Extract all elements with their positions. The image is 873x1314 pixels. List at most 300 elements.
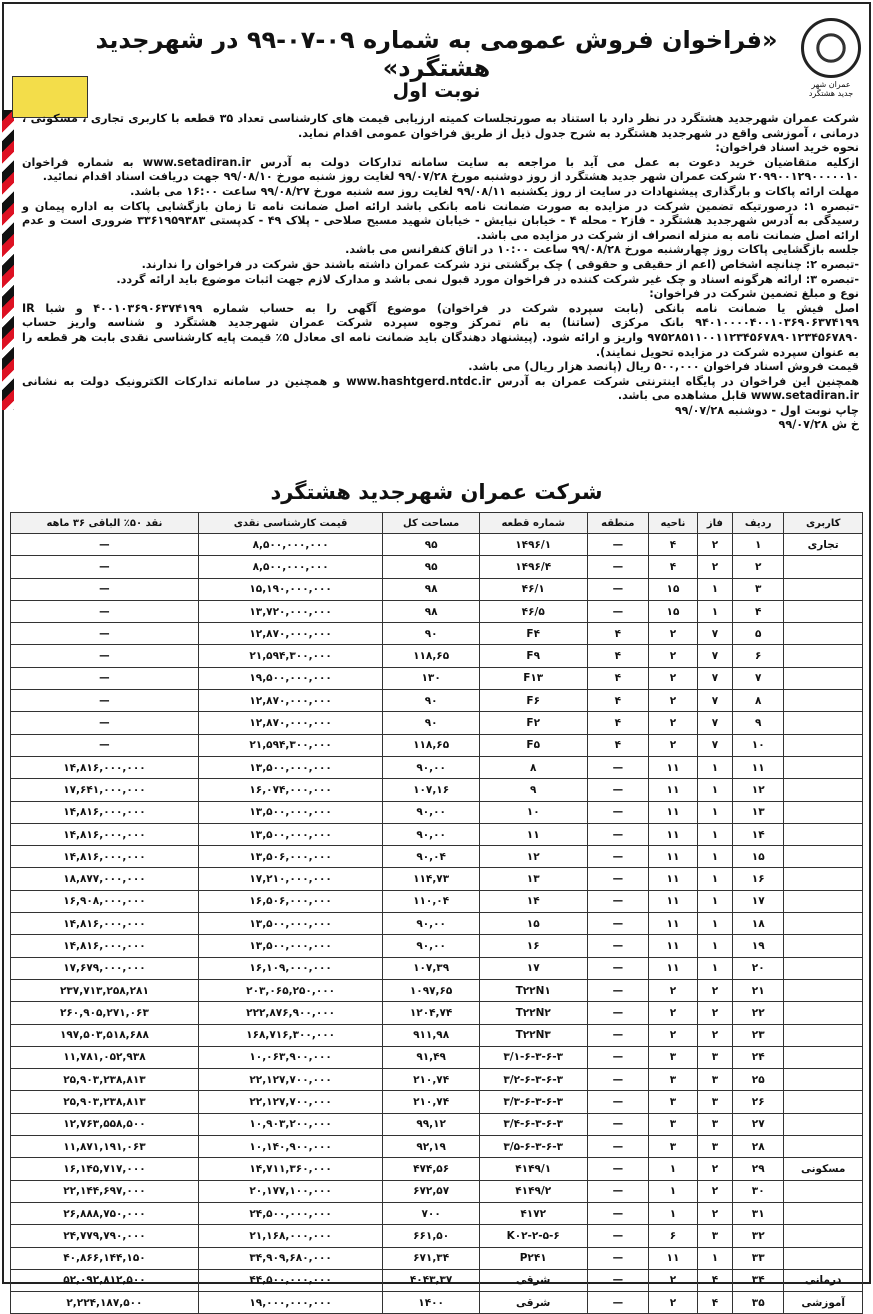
table-cell [784,1046,863,1068]
table-cell: — [587,756,649,778]
table-cell: ۱۱۸,۶۵ [383,645,480,667]
table-cell [784,690,863,712]
table-cell: ۱۴,۸۱۶,۰۰۰,۰۰۰ [11,913,199,935]
table-cell: ۳ [649,1046,698,1068]
table-cell: ۱۱,۸۷۱,۱۹۱,۰۶۳ [11,1136,199,1158]
table-cell: ۷ [697,645,732,667]
table-cell: ۲ [697,534,732,556]
table-cell: ۲۱۰,۷۴ [383,1069,480,1091]
table-cell: — [587,600,649,622]
table-cell [784,979,863,1001]
column-header: قیمت کارشناسی نقدی [198,513,383,534]
table-cell: — [11,623,199,645]
table-cell: ۳ [649,1091,698,1113]
table-cell: ۴ [587,623,649,645]
body-line: نحوه خرید اسناد فراخوان: [715,141,859,155]
body-line: -تبصره ۲: چنانچه اشخاص (اعم از حقیقی و حقوقی ) چک برگشتی نزد شرکت عمران داشته باشند حق شرکت در فراخوان را ندارند. [141,257,859,271]
table-cell: ۲ [649,1024,698,1046]
table-cell: — [587,1225,649,1247]
table-cell: ۱۳,۷۲۰,۰۰۰,۰۰۰ [198,600,383,622]
ad-subtitle: نوبت اول [392,80,481,102]
table-cell: ۱۹۷,۵۰۳,۵۱۸,۶۸۸ [11,1024,199,1046]
table-row [11,979,863,1001]
table-cell [784,1202,863,1224]
table-cell: ۴۴,۵۰۰,۰۰۰,۰۰۰ [198,1269,383,1291]
table-cell: ۹۰,۰۰ [383,756,480,778]
table-cell: ۱ [697,801,732,823]
table-cell: K۰۲-۲-۵-۶ [479,1225,587,1247]
table-cell: ۴ [587,645,649,667]
table-cell: ۱۹,۰۰۰,۰۰۰,۰۰۰ [198,1292,383,1314]
table-cell: ۴۶/۵ [479,600,587,622]
table-cell: ۳۴,۹۰۹,۶۸۰,۰۰۰ [198,1247,383,1269]
table-cell: ۱۴,۸۱۶,۰۰۰,۰۰۰ [11,846,199,868]
table-cell: ۴۰۴۳,۳۷ [383,1269,480,1291]
table-cell: — [587,846,649,868]
table-cell: ۲۲,۱۲۷,۷۰۰,۰۰۰ [198,1091,383,1113]
table-cell: ۱۶۸,۷۱۶,۳۰۰,۰۰۰ [198,1024,383,1046]
table-cell: ۸,۵۰۰,۰۰۰,۰۰۰ [198,534,383,556]
table-cell: ۱۴,۷۱۱,۳۶۰,۰۰۰ [198,1158,383,1180]
table-cell: ۹۱۱,۹۸ [383,1024,480,1046]
body-line: خ ش ۹۹/۰۷/۲۸ [778,418,859,432]
table-cell: ۲ [697,979,732,1001]
table-cell: ۱۴ [479,890,587,912]
table-cell: ۴۱۴۹/۱ [479,1158,587,1180]
table-cell: ۳ [697,1113,732,1135]
table-row [11,1247,863,1269]
table-cell: ۱۳,۵۰۰,۰۰۰,۰۰۰ [198,801,383,823]
table-cell [784,801,863,823]
table-cell: ۵۲,۰۹۲,۸۱۲,۵۰۰ [11,1269,199,1291]
table-cell: ۳/۲-۶-۳-۶-۳ [479,1069,587,1091]
table-cell: ۴۶/۱ [479,578,587,600]
table-cell: ۹ [733,712,784,734]
body-line: -تبصره ۳: ارائه هرگونه اسناد و چک غیر شرکت کننده در فراخوان مورد قبول نمی باشد و مدارک لازم جهت اثبات موضوع باید ارائه گردد. [116,272,859,286]
table-cell: ۱ [697,957,732,979]
table-cell: ۱ [649,1158,698,1180]
table-cell: ۲ [649,623,698,645]
table-cell: — [11,667,199,689]
ad-title: «فراخوان فروش عمومی به شماره ۰۹-۰۷-۹۹ در شهرجدید هشتگرد» [95,26,778,82]
table-cell: ۱۷ [479,957,587,979]
table-cell: — [587,1247,649,1269]
body-line: قیمت فروش اسناد فراخوان ۵۰۰,۰۰۰ ریال (پانصد هزار ریال) می باشد. [468,360,859,374]
table-cell: ۹۰,۰۰ [383,801,480,823]
table-row [11,1180,863,1202]
table-cell: — [11,556,199,578]
table-cell: ۳/۳-۶-۳-۶-۳ [479,1091,587,1113]
table-cell: ۴۱۴۹/۲ [479,1180,587,1202]
table-cell: ۱۵ [649,578,698,600]
table-cell: ۴۱۷۲ [479,1202,587,1224]
table-cell: — [587,1069,649,1091]
body-line: جلسه بازگشایی پاکات روز چهارشنبه مورخ ۹۹/۰۸/۲۸ ساعت ۱۰:۰۰ در اتاق کنفرانس می باشد. [345,243,859,257]
table-cell: ۱۴۹۶/۱ [479,534,587,556]
table-cell: ۹۸ [383,578,480,600]
body-line: چاپ نوبت اول - دوشنبه ۹۹/۰۷/۲۸ [674,403,859,417]
table-cell: ۱۱۰,۰۴ [383,890,480,912]
table-cell: ۱۱ [649,823,698,845]
table-cell: ۲۰,۱۷۷,۱۰۰,۰۰۰ [198,1180,383,1202]
table-cell: ۳۴ [733,1269,784,1291]
table-cell: ۴ [587,712,649,734]
table-cell [784,1024,863,1046]
table-cell: ۱۵ [733,846,784,868]
table-cell: ۱۶,۱۰۹,۰۰۰,۰۰۰ [198,957,383,979]
table-cell: آموزشی [784,1292,863,1314]
table-cell: — [587,935,649,957]
table-cell: ۶۷۲,۵۷ [383,1180,480,1202]
body-line: اصل فیش یا ضمانت نامه بانکی (بابت سپرده شرکت در فراخوان) موضوع آگهی را به حساب شماره ۴۰۰۱۰۳۶۹۰۶۳۷۴۱۹۹ و شبا IR ۹۴۰۱۰۰۰۰۴۰۰۱۰۳۶۹۰۶۳۷۴۱۹۹ بانک مرکزی (ساتنا) به نام تمرکز وجوه سپرده شرکت عمران شهرجدید هشتگرد و شناسه واریز حساب ۹۷۵۲۸۵۱۱۰۰۱۱۲۳۴۵۶۷۸۹۰۱۲۳۴۵۶۷۸۹۰ واریز و ارائه شود. (پیشنهاد دهندگان باید ضمانت نامه ای معادل ۵٪ قیمت پایه کارشناسی نقدی بابت هر قطعه را به عنوان سپرده شرکت در مزایده تحویل نمایند). [22,301,860,359]
table-cell: ۲,۲۲۴,۱۸۷,۵۰۰ [11,1292,199,1314]
table-cell: ۴ [697,1292,732,1314]
table-cell: ۱۵ [649,600,698,622]
table-cell: تجاری [784,534,863,556]
table-row [11,756,863,778]
table-cell: ۳۵ [733,1292,784,1314]
table-cell: ۲۷ [733,1113,784,1135]
table-cell [784,779,863,801]
table-row [11,779,863,801]
table-cell: ۱ [697,600,732,622]
table-cell: — [11,534,199,556]
table-cell: — [587,957,649,979]
table-cell: ۱۴,۸۱۶,۰۰۰,۰۰۰ [11,801,199,823]
table-cell: — [587,823,649,845]
table-row [11,1225,863,1247]
table-cell: ۱۱ [649,846,698,868]
table-cell: ۱ [697,935,732,957]
table-cell: — [587,1158,649,1180]
table-cell [784,556,863,578]
table-cell: ۱۱ [649,801,698,823]
column-header: شماره قطعه [479,513,587,534]
column-header: کاربری [784,513,863,534]
table-cell: ۳۳ [733,1247,784,1269]
table-cell: T۲۲N۱ [479,979,587,1001]
table-cell: ۲۸ [733,1136,784,1158]
table-cell [784,578,863,600]
table-cell: ۱۰ [479,801,587,823]
table-cell: ۴ [587,734,649,756]
table-cell: ۳ [649,1136,698,1158]
table-row [11,957,863,979]
table-row [11,1113,863,1135]
table-cell: ۳ [697,1069,732,1091]
column-header: ردیف [733,513,784,534]
table-cell: ۷ [697,690,732,712]
table-cell: ۱۹ [733,935,784,957]
body-line: -تبصره ۱: درصورتیکه تضمین شرکت در مزایده به صورت ضمانت نامه بانکی باشد ارائه اصل ضمانت نامه تا زمان بازگشایی پاکات به اداره پیمان و رسیدگی به آدرس شهرجدید هشتگرد - فاز۲ - محله ۴ - خیابان نیایش - خیابان شهید مسیح صلاحی - پلاک ۴۹ - کدپستی ۳۳۶۱۹۵۹۳۸۳ ضروری است و عدم ارائه اصل ضمانت نامه به منزله انصراف از شرکت در مزایده می باشد. [22,199,860,242]
table-cell: ۲ [697,1158,732,1180]
table-cell: ۱۴۰۰ [383,1292,480,1314]
table-cell: ۲ [649,645,698,667]
table-cell: ۹۵ [383,534,480,556]
table-cell: ۱۸,۸۷۷,۰۰۰,۰۰۰ [11,868,199,890]
table-cell: ۱۹,۵۰۰,۰۰۰,۰۰۰ [198,667,383,689]
table-cell: ۱۳ [479,868,587,890]
table-cell: ۲۶,۸۸۸,۷۵۰,۰۰۰ [11,1202,199,1224]
table-cell: ۷ [697,712,732,734]
table-cell: ۲۳۷,۷۱۳,۲۵۸,۲۸۱ [11,979,199,1001]
table-cell: ۳ [697,1136,732,1158]
table-cell: ۴ [587,690,649,712]
ad-body [22,112,859,433]
table-cell: — [587,1269,649,1291]
table-row [11,1136,863,1158]
table-cell: ۲۲,۱۲۷,۷۰۰,۰۰۰ [198,1069,383,1091]
table-cell: ۱ [733,534,784,556]
table-cell: ۹۲,۱۹ [383,1136,480,1158]
table-cell: ۴۷۴,۵۶ [383,1158,480,1180]
table-cell: ۲ [697,556,732,578]
table-cell: ۹۰,۰۰ [383,935,480,957]
body-line: نوع و مبلغ تضمین شرکت در فراخوان: [649,287,859,301]
table-cell: ۱۱ [649,935,698,957]
table-cell: ۱۱ [649,890,698,912]
table-cell: ۲۵ [733,1069,784,1091]
table-cell: ۶ [733,645,784,667]
table-cell: ۱۳,۵۰۰,۰۰۰,۰۰۰ [198,756,383,778]
table-cell: ۲۰۳,۰۶۵,۲۵۰,۰۰۰ [198,979,383,1001]
table-cell: ۲ [697,1002,732,1024]
table-cell: ۶۷۱,۳۴ [383,1247,480,1269]
table-cell: ۲۱,۵۹۴,۳۰۰,۰۰۰ [198,645,383,667]
column-header: نقد ۵۰٪ الباقی ۳۶ ماهه [11,513,199,534]
table-cell: مسکونی [784,1158,863,1180]
table-cell: ۲ [697,1180,732,1202]
table-cell: ۱ [697,578,732,600]
table-cell [784,1113,863,1135]
table-cell [784,913,863,935]
table-cell: ۱۳,۵۰۰,۰۰۰,۰۰۰ [198,913,383,935]
table-cell [784,734,863,756]
table-cell [784,1180,863,1202]
table-cell: ۱۳ [733,801,784,823]
table-cell: ۲ [697,1024,732,1046]
table-cell: ۱ [697,913,732,935]
table-cell: ۱۶ [479,935,587,957]
table-cell: ۱۰۹۷,۶۵ [383,979,480,1001]
header [0,10,873,100]
table-cell: ۲ [649,667,698,689]
table-cell: ۱۸ [733,913,784,935]
table-cell: ۹۰,۰۴ [383,846,480,868]
table-cell: ۱۶,۰۷۴,۰۰۰,۰۰۰ [198,779,383,801]
table-cell: ۱۲ [479,846,587,868]
table-cell: ۹۰ [383,690,480,712]
table-cell [784,712,863,734]
table-cell: — [587,1136,649,1158]
table-cell: ۲۱ [733,979,784,1001]
table-cell: ۳ [697,1091,732,1113]
table-header-row [11,513,863,534]
logo-caption: عمران شهر جدید هشتگرد [808,80,854,98]
body-line: همچنین این فراخوان در پایگاه اینترنتی شرکت عمران به آدرس www.hashtgerd.ntdc.ir و همچنین در سامانه تدارکات الکترونیک دولت به نشانی www.setadiran.ir قابل مشاهده می باشد. [22,374,860,403]
table-cell: ۱۶,۵۰۶,۰۰۰,۰۰۰ [198,890,383,912]
table-cell [784,890,863,912]
table-cell: ۱ [649,1202,698,1224]
table-cell [784,868,863,890]
table-cell: ۳ [649,1113,698,1135]
table-cell: درمانی [784,1269,863,1291]
table-cell: ۱ [697,823,732,845]
table-row [11,1069,863,1091]
table-cell: — [587,890,649,912]
table-body [11,534,863,1314]
table-row [11,600,863,622]
table-cell [784,1247,863,1269]
table-cell: — [587,1046,649,1068]
table-cell [784,623,863,645]
table-cell: — [587,578,649,600]
table-cell: ۷ [733,667,784,689]
table-row [11,556,863,578]
table-cell: ۹۰,۰۰ [383,823,480,845]
table-cell [784,756,863,778]
table-cell: ۱۳,۵۰۰,۰۰۰,۰۰۰ [198,823,383,845]
table-cell: ۲ [733,556,784,578]
table-cell: — [587,1002,649,1024]
table-cell: F۵ [479,734,587,756]
table-cell: ۱۱ [649,913,698,935]
table-cell: F۱۳ [479,667,587,689]
table-cell: ۱۷,۶۴۱,۰۰۰,۰۰۰ [11,779,199,801]
table-cell: ۱۳۰ [383,667,480,689]
table-cell: ۱۲,۸۷۰,۰۰۰,۰۰۰ [198,712,383,734]
table-cell [784,957,863,979]
table-cell: ۲۹ [733,1158,784,1180]
table-cell: F۲ [479,712,587,734]
table-cell: ۲ [649,1269,698,1291]
column-header: فاز [697,513,732,534]
table-row [11,645,863,667]
table-cell: — [587,1091,649,1113]
table-cell: ۹۰ [383,623,480,645]
table-cell: — [587,534,649,556]
table-cell: — [587,1113,649,1135]
table-cell: ۱۱ [649,957,698,979]
table-cell: ۱ [649,1180,698,1202]
table-cell: شرقی [479,1269,587,1291]
table-cell: ۸,۵۰۰,۰۰۰,۰۰۰ [198,556,383,578]
table-cell: ۱۷,۶۷۹,۰۰۰,۰۰۰ [11,957,199,979]
body-line: مهلت ارائه پاکات و بارگذاری پیشنهادات در سایت از روز یکشنبه ۹۹/۰۸/۱۱ لغایت روز سه شنبه مورخ ۹۹/۰۸/۲۷ ساعت ۱۶:۰۰ می باشد. [130,184,859,198]
table-cell: — [587,1024,649,1046]
table-cell: — [587,979,649,1001]
table-cell: شرقی [479,1292,587,1314]
table-cell [784,1225,863,1247]
table-cell: — [11,578,199,600]
table-cell: — [11,645,199,667]
table-cell: ۲۲۲,۸۷۶,۹۰۰,۰۰۰ [198,1002,383,1024]
table-cell: F۶ [479,690,587,712]
flag-stripe [2,110,14,410]
table-cell: ۱ [697,890,732,912]
table-cell: — [587,1292,649,1314]
table-row [11,890,863,912]
table-cell: ۱۱ [649,1247,698,1269]
table-cell: T۲۲N۲ [479,1002,587,1024]
table-cell: ۱۴۹۶/۴ [479,556,587,578]
table-cell: ۱۴,۸۱۶,۰۰۰,۰۰۰ [11,935,199,957]
table-cell: ۲۲,۱۴۴,۶۹۷,۰۰۰ [11,1180,199,1202]
table-cell: ۱۰۷,۳۹ [383,957,480,979]
table-cell: ۳۲ [733,1225,784,1247]
table-cell: ۹۵ [383,556,480,578]
table-cell: ۶ [649,1225,698,1247]
table-cell: ۱۷ [733,890,784,912]
table-cell [784,1069,863,1091]
table-cell: — [587,1180,649,1202]
table-cell: ۴ [649,556,698,578]
table-cell: ۲ [649,690,698,712]
table-cell: ۹۰,۰۰ [383,913,480,935]
table-cell: ۱۴ [733,823,784,845]
table-cell: ۱۲ [733,779,784,801]
table-cell: ۲ [649,1292,698,1314]
table-cell: ۱۴,۸۱۶,۰۰۰,۰۰۰ [11,756,199,778]
table-cell: ۱ [697,868,732,890]
table-row [11,1046,863,1068]
table-cell: F۹ [479,645,587,667]
table-cell: ۲ [697,1202,732,1224]
table-row [11,868,863,890]
body-line: شرکت عمران شهرجدید هشتگرد در نظر دارد با استناد به صورتجلسات کمیته ارزیابی قیمت های کارشناسی تعداد ۳۵ قطعه با کاربری تجاری ، مسکونی ، درمانی ، آموزشی واقع در شهرجدید هشتگرد به شرح جدول ذیل از طریق فراخوان عمومی اقدام نماید. [22,112,859,140]
company-name: شرکت عمران شهرجدید هشتگرد [270,480,603,504]
table-cell: ۱۱ [649,868,698,890]
plots-table [10,512,863,1314]
table-cell: ۲۱,۱۶۸,۰۰۰,۰۰۰ [198,1225,383,1247]
table-cell [784,823,863,845]
column-header: منطقه [587,513,649,534]
table-cell: ۱۵,۱۹۰,۰۰۰,۰۰۰ [198,578,383,600]
table-cell: — [587,1202,649,1224]
table-cell: ۲۵,۹۰۳,۲۳۸,۸۱۳ [11,1069,199,1091]
table-row [11,1158,863,1180]
table-cell: — [587,801,649,823]
table-cell [784,667,863,689]
table-cell: ۲۶ [733,1091,784,1113]
table-row [11,846,863,868]
table-cell: ۱۲۰۴,۷۴ [383,1002,480,1024]
table-cell: — [587,913,649,935]
table-cell: ۹۱,۴۹ [383,1046,480,1068]
table-cell: ۹۸ [383,600,480,622]
table-cell: ۱۶,۱۴۵,۷۱۷,۰۰۰ [11,1158,199,1180]
table-cell: F۴ [479,623,587,645]
table-cell: ۱۶,۹۰۸,۰۰۰,۰۰۰ [11,890,199,912]
table-cell: ۱۱ [733,756,784,778]
table-cell: — [587,779,649,801]
table-cell: ۹ [479,779,587,801]
table-cell: ۲۴,۵۰۰,۰۰۰,۰۰۰ [198,1202,383,1224]
body-line: ازکلیه متقاضیان خرید دعوت به عمل می آید با مراجعه به سایت سامانه تدارکات دولت به آدرس www.setadiran.ir به شماره فراخوان ۲۰۹۹۰۰۱۲۹۰۰۰۰۰۱۰ شرکت عمران شهر جدید هشتگرد از روز دوشنبه مورخ ۹۹/۰۷/۲۸ لغایت روز شنبه مورخ ۹۹/۰۸/۱۰ جهت دریافت اسناد اقدام نمائید. [22,155,859,184]
table-row [11,623,863,645]
table-cell: ۶۶۱,۵۰ [383,1225,480,1247]
table-row [11,913,863,935]
table-cell [784,1002,863,1024]
table-cell: ۳۰ [733,1180,784,1202]
table-cell: ۳ [733,578,784,600]
table-cell: ۱۱ [479,823,587,845]
table-cell: — [11,600,199,622]
table-cell: ۲۶۰,۹۰۵,۲۷۱,۰۶۳ [11,1002,199,1024]
table-cell [784,600,863,622]
table-cell: ۱ [697,779,732,801]
table-cell: ۱ [697,1247,732,1269]
